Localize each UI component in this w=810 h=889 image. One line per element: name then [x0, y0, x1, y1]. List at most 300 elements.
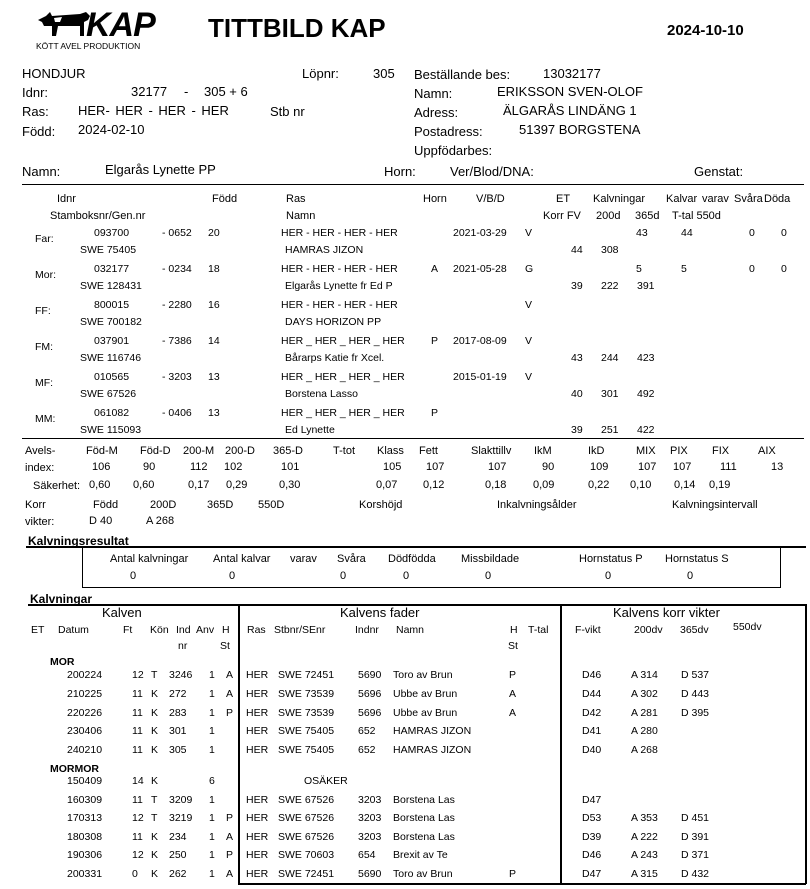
calving-date: 180308	[67, 830, 103, 843]
sire-stbnr: SWE 67526	[278, 812, 335, 825]
ped-namn: DAYS HORIZON PP	[285, 316, 382, 328]
sire-namn: Borstena Las	[393, 830, 455, 843]
sire-indnr: 3203	[358, 830, 382, 843]
index-sakerhet: 0,12	[423, 479, 445, 491]
calving-h: P	[226, 706, 234, 719]
korr-h-200d: 200D	[150, 499, 177, 511]
ped-svara: 0	[749, 263, 755, 275]
calving-ind: 3246	[169, 669, 193, 681]
sire-indnr: 5696	[358, 706, 382, 719]
sire-stbnr: SWE 73539	[278, 687, 335, 700]
korr-v-fodd: D 40	[89, 515, 113, 527]
calving-date: 200224	[67, 669, 103, 681]
sire-stbnr: SWE 73539	[278, 706, 335, 719]
calving-date: 150409	[67, 775, 103, 787]
calf-fvikt: D53	[582, 812, 602, 825]
calf-fvikt: D46	[582, 669, 602, 681]
ped-idnr: 010565	[94, 371, 130, 383]
sakerhet-label: Säkerhet:	[33, 480, 81, 492]
calving-kon: T	[151, 669, 158, 681]
result-value: 0	[340, 570, 347, 582]
col-indnr: Indnr	[355, 624, 379, 636]
calving-ind: 3209	[169, 793, 193, 806]
calf-200dv: A 222	[631, 830, 658, 843]
calving-ind: 250	[169, 849, 187, 862]
divider	[22, 438, 804, 439]
idnr-label: Idnr:	[22, 85, 49, 100]
fodd-label: Född:	[22, 124, 56, 139]
animal-name-value: Elgarås Lynette PP	[105, 162, 216, 177]
ped-ras: HER - HER - HER - HER	[281, 263, 398, 275]
ped-horn: A	[431, 263, 439, 275]
ped-h-namn: Namn	[286, 210, 316, 222]
ped-korrfv: 39	[571, 424, 583, 436]
col-anv: Anv	[196, 624, 215, 636]
index-value: 107	[673, 461, 692, 473]
index-sakerhet: 0,14	[674, 479, 696, 491]
calving-h: P	[226, 849, 234, 862]
index-header: 365-D	[273, 445, 303, 457]
ped-ras: HER _ HER _ HER _ HER	[281, 335, 405, 347]
idnr-dash: -	[184, 84, 189, 99]
col-ttal: T-tal	[528, 624, 549, 636]
index-sakerhet: 0,60	[133, 479, 155, 491]
korr-h-fodd: Född	[93, 499, 119, 511]
ped-stambok: SWE 75405	[80, 244, 137, 256]
index-header: 200-D	[225, 445, 255, 457]
calf-200dv: A 243	[631, 849, 658, 862]
sire-ras: HER	[246, 830, 269, 843]
ras-label: Ras:	[22, 104, 49, 119]
calving-h: P	[226, 812, 234, 825]
result-header: Antal kalvningar	[110, 553, 189, 565]
calving-ind: 3219	[169, 812, 193, 825]
sire-stbnr: SWE 72451	[278, 669, 335, 681]
ped-horn: P	[431, 335, 439, 347]
calving-anv: 1	[209, 830, 215, 843]
col-stbnr: Stbnr/SEnr	[274, 624, 326, 636]
ped-200d: 222	[601, 280, 619, 292]
sire-indnr: 652	[358, 744, 376, 757]
ped-ras: HER - HER - HER - HER	[281, 299, 398, 311]
index-header: PIX	[670, 445, 688, 457]
stbnr-label: Stb nr	[270, 104, 305, 119]
kalvningsresultat-title: Kalvningsresultat	[28, 534, 129, 548]
index-value: 13	[771, 461, 784, 473]
ped-namn: HAMRAS JIZON	[285, 244, 364, 256]
ped-fodd: 20	[208, 227, 220, 239]
result-value: 0	[485, 570, 492, 582]
calving-ind: 272	[169, 687, 187, 700]
result-value: 0	[130, 570, 137, 582]
result-value: 0	[229, 570, 236, 582]
korr-h-550d: 550D	[258, 499, 285, 511]
group-mormor: MORMOR	[50, 763, 99, 775]
ped-korrfv: 40	[571, 388, 583, 400]
calf-fvikt: D41	[582, 725, 602, 738]
result-value: 0	[403, 570, 410, 582]
ped-namn: Elgarås Lynette fr Ed P	[285, 280, 393, 292]
calving-anv: 1	[209, 812, 215, 825]
calf-fvikt: D42	[582, 706, 602, 719]
ped-h-doda: Döda	[764, 193, 791, 205]
calving-kon: T	[151, 793, 158, 806]
sire-namn: Toro av Brun	[393, 669, 453, 681]
ped-row-label: Far:	[35, 233, 54, 245]
ped-h-vbd: V/B/D	[476, 193, 505, 205]
col-fader-st: St	[508, 640, 518, 652]
fodd-value: 2024-02-10	[78, 122, 145, 137]
sire-indnr: 652	[358, 725, 376, 738]
ped-kalvar: 5	[681, 263, 687, 275]
calf-200dv: A 315	[631, 868, 658, 880]
ped-namn: Ed Lynette	[285, 424, 335, 436]
calving-ind: 305	[169, 744, 187, 757]
divider	[22, 184, 804, 185]
korr-h-kalvint: Kalvningsintervall	[672, 499, 758, 511]
calving-date: 240210	[67, 744, 103, 757]
sire-namn: HAMRAS JIZON	[393, 744, 472, 757]
ped-svara: 0	[749, 227, 755, 239]
ped-idnr: 037901	[94, 335, 130, 347]
logo	[36, 6, 155, 54]
index-value: 111	[720, 461, 737, 473]
calving-ft: 11	[132, 725, 143, 738]
calf-fvikt: D44	[582, 687, 602, 700]
sire-namn: Borstena Las	[393, 812, 455, 825]
col-st: St	[220, 640, 230, 652]
sire-stbnr: SWE 72451	[278, 868, 335, 880]
index-header: FIX	[712, 445, 730, 457]
sire-h: A	[509, 687, 517, 700]
genstat-label: Genstat:	[694, 164, 744, 179]
index-header: T-tot	[333, 445, 356, 457]
page-title: TITTBILD KAP	[208, 13, 386, 43]
korr-v-200: A 268	[146, 515, 175, 527]
calving-anv: 1	[209, 687, 215, 700]
ped-h-fodd: Född	[212, 193, 238, 205]
sire-stbnr: SWE 67526	[278, 830, 335, 843]
index-header: Föd-M	[86, 445, 118, 457]
ped-ras: HER - HER - HER - HER	[281, 227, 398, 239]
calving-ft: 12	[132, 849, 144, 862]
sire-stbnr: SWE 67526	[278, 793, 335, 806]
calving-anv: 1	[209, 793, 215, 806]
sire-ras: HER	[246, 744, 269, 757]
section-divider	[805, 604, 807, 884]
calving-ft: 11	[132, 744, 143, 757]
ped-vbd-date: 2021-05-28	[453, 263, 507, 275]
ped-h-varav: varav	[702, 193, 729, 205]
calf-365dv: D 391	[681, 830, 710, 843]
ped-ras: HER _ HER _ HER _ HER	[281, 371, 405, 383]
col-fvikt: F-vikt	[575, 624, 601, 636]
ped-365d: 423	[637, 352, 655, 364]
index-sakerhet: 0,19	[709, 479, 731, 491]
col-kon: Kön	[150, 624, 169, 636]
calving-ft: 12	[132, 669, 144, 681]
ped-kalvar: 44	[681, 227, 693, 239]
calving-ft: 0	[132, 868, 138, 880]
ped-fodd: 13	[208, 407, 220, 419]
sire-indnr: 5696	[358, 687, 382, 700]
ped-fodd: 13	[208, 371, 220, 383]
ped-vbd-code: V	[525, 335, 533, 347]
calving-ft: 11	[132, 830, 143, 843]
calving-kon: K	[151, 775, 159, 787]
calving-date: 220226	[67, 706, 103, 719]
calving-ind: 262	[169, 868, 187, 880]
index-sakerhet: 0,07	[376, 479, 398, 491]
calf-fvikt: D47	[582, 793, 602, 806]
index-sakerhet: 0,29	[226, 479, 248, 491]
index-value: 101	[281, 461, 300, 473]
ped-idnr: 061082	[94, 407, 130, 419]
sire-namn: Borstena Las	[393, 793, 455, 806]
korr-h-365d: 365D	[207, 499, 234, 511]
sire-ras: HER	[246, 812, 269, 825]
ped-idnr-suffix: - 0652	[162, 227, 192, 239]
ped-fodd: 14	[208, 335, 220, 347]
col-550dv: 550dv	[733, 621, 762, 633]
calving-ft: 14	[132, 775, 144, 787]
sire-namn: Ubbe av Brun	[393, 687, 458, 700]
index-header: MIX	[636, 445, 656, 457]
calf-fvikt: D40	[582, 744, 602, 757]
result-header: Hornstatus P	[579, 553, 643, 565]
col-datum: Datum	[58, 624, 89, 636]
ped-korrfv: 39	[571, 280, 583, 292]
report-date: 2024-10-10	[667, 22, 744, 39]
calving-ind: 234	[169, 830, 187, 843]
ped-h-365d: 365d	[635, 210, 660, 222]
section-rule	[560, 883, 806, 885]
calving-ft: 12	[132, 812, 144, 825]
calving-ind: 301	[169, 725, 187, 738]
calving-anv: 1	[209, 849, 215, 862]
ped-h-et: ET	[556, 193, 571, 205]
ped-stambok: SWE 700182	[80, 316, 142, 328]
ped-row-label: FM:	[35, 341, 54, 353]
index-value: 107	[488, 461, 507, 473]
result-header: Hornstatus S	[665, 553, 729, 565]
calf-200dv: A 353	[631, 812, 658, 825]
ped-ras: HER _ HER _ HER _ HER	[281, 407, 405, 419]
index-header: Föd-D	[140, 445, 171, 457]
sec-vikter: Kalvens korr vikter	[613, 605, 720, 620]
sire-namn: HAMRAS JIZON	[393, 725, 472, 738]
calving-kon: K	[151, 830, 159, 843]
calving-ft: 11	[132, 706, 143, 719]
index-value: 107	[426, 461, 445, 473]
sec-kalven: Kalven	[102, 605, 142, 620]
ped-idnr-suffix: - 7386	[162, 335, 192, 347]
calf-200dv: A 302	[631, 687, 658, 700]
avels-label: Avels-	[25, 445, 56, 457]
verblod-label: Ver/Blod/DNA:	[450, 164, 534, 179]
col-h: H	[222, 624, 230, 636]
calving-kon: K	[151, 687, 159, 700]
calving-h: A	[226, 830, 234, 843]
section-divider	[238, 604, 240, 884]
col-ras: Ras	[247, 624, 266, 636]
ped-h-horn: Horn	[423, 193, 447, 205]
index-value: 102	[224, 461, 243, 473]
ped-stambok: SWE 115093	[80, 424, 142, 436]
ped-h-kalvningar: Kalvningar	[593, 193, 645, 205]
calving-anv: 1	[209, 706, 215, 719]
col-ind-nr: nr	[178, 640, 188, 652]
ped-h-kalvar: Kalvar	[666, 193, 698, 205]
ped-stambok: SWE 116746	[80, 352, 142, 364]
sire-h: P	[509, 868, 517, 880]
sire-ras: HER	[246, 687, 269, 700]
section-divider	[560, 604, 562, 884]
calf-365dv: D 451	[681, 812, 710, 825]
index-header: IkM	[534, 445, 552, 457]
korr-h-inkalv: Inkalvningsålder	[497, 499, 577, 511]
sire-indnr: 5690	[358, 868, 382, 880]
ped-namn: Bårarps Katie fr Xcel.	[285, 352, 385, 364]
sec-fader: Kalvens fader	[340, 605, 420, 620]
sire-ras: HER	[246, 868, 269, 880]
ped-vbd-date: 2021-03-29	[453, 227, 507, 239]
ped-vbd-code: V	[525, 227, 533, 239]
ped-row-label: Mor:	[35, 269, 56, 281]
ped-kalvningar: 5	[636, 263, 642, 275]
cow-logo-icon	[36, 10, 92, 40]
result-value: 0	[605, 570, 612, 582]
col-fader-h: H	[510, 624, 518, 636]
sire-indnr: 3203	[358, 812, 382, 825]
index-header: 200-M	[183, 445, 215, 457]
ped-kalvningar: 43	[636, 227, 648, 239]
calving-ind: 283	[169, 706, 187, 719]
calving-ft: 11	[132, 793, 143, 806]
sire-ras: HER	[246, 669, 269, 681]
col-ind: Ind	[176, 624, 191, 636]
sire-stbnr: SWE 70603	[278, 849, 335, 862]
ped-365d: 492	[637, 388, 655, 400]
ped-365d: 422	[637, 424, 655, 436]
calving-anv: 1	[209, 868, 215, 880]
col-200dv: 200dv	[634, 624, 663, 636]
calving-anv: 1	[209, 744, 215, 757]
calf-fvikt: D47	[582, 868, 602, 880]
calving-ft: 11	[132, 687, 143, 700]
index-header: Slakttillv	[471, 445, 512, 457]
ped-idnr-suffix: - 0234	[162, 263, 192, 275]
animal-name-label: Namn:	[22, 164, 61, 179]
calf-365dv: D 432	[681, 868, 710, 880]
ped-fodd: 16	[208, 299, 220, 311]
ped-200d: 244	[601, 352, 619, 364]
index-sakerhet: 0,60	[89, 479, 111, 491]
ped-h-ras: Ras	[286, 193, 306, 205]
postadress-value: 51397 BORGSTENA	[519, 122, 641, 137]
ped-vbd-code: G	[525, 263, 534, 275]
calving-kon: K	[151, 725, 159, 738]
ped-fodd: 18	[208, 263, 220, 275]
ped-200d: 301	[601, 388, 619, 400]
calving-kon: K	[151, 849, 159, 862]
index-sakerhet: 0,22	[588, 479, 610, 491]
result-header: Svåra	[337, 553, 366, 565]
bes-label: Beställande bes:	[414, 67, 511, 82]
index-label: index:	[25, 462, 55, 474]
kalvningar-title: Kalvningar	[30, 592, 93, 606]
ped-horn: P	[431, 407, 439, 419]
index-sakerhet: 0,10	[630, 479, 652, 491]
calf-fvikt: D46	[582, 849, 602, 862]
owner-name-label: Namn:	[414, 86, 453, 101]
ped-row-label: MM:	[35, 413, 56, 425]
owner-name-value: ERIKSSON SVEN-OLOF	[497, 84, 643, 99]
index-sakerhet: 0,30	[279, 479, 301, 491]
calving-date: 200331	[67, 868, 103, 880]
ped-vbd-code: V	[525, 299, 533, 311]
ped-200d: 308	[601, 244, 619, 256]
ped-stambok: SWE 128431	[80, 280, 142, 292]
ped-stambok: SWE 67526	[80, 388, 137, 400]
ped-vbd-code: V	[525, 371, 533, 383]
calving-date: 160309	[67, 793, 103, 806]
index-value: 105	[383, 461, 402, 473]
calving-h: A	[226, 868, 234, 880]
calving-date: 190306	[67, 849, 103, 862]
ped-vbd-date: 2015-01-19	[453, 371, 507, 383]
lopnr-value: 305	[373, 66, 395, 81]
calving-date: 170313	[67, 812, 103, 825]
ped-doda: 0	[781, 227, 787, 239]
calving-date: 230406	[67, 725, 103, 738]
idnr-value-b: 305 + 6	[204, 84, 248, 99]
index-sakerhet: 0,18	[485, 479, 507, 491]
ped-idnr-suffix: - 3203	[162, 371, 192, 383]
result-header: Dödfödda	[388, 553, 436, 565]
calving-kon: T	[151, 812, 158, 825]
sire-namn: Toro av Brun	[393, 868, 453, 880]
sire-stbnr: OSÄKER	[304, 775, 348, 787]
ped-idnr-suffix: - 0406	[162, 407, 192, 419]
sire-namn: Brexit av Te	[393, 849, 448, 862]
calving-kon: K	[151, 706, 159, 719]
sire-h: A	[509, 706, 517, 719]
ped-vbd-date: 2017-08-09	[453, 335, 507, 347]
calf-200dv: A 314	[631, 669, 658, 681]
index-value: 109	[590, 461, 609, 473]
result-value: 0	[687, 570, 694, 582]
section-rule	[238, 883, 562, 885]
ped-row-label: FF:	[35, 305, 51, 317]
calving-kon: K	[151, 744, 159, 757]
calving-h: A	[226, 669, 234, 681]
calving-date: 210225	[67, 687, 103, 700]
sire-indnr: 654	[358, 849, 376, 862]
index-header: IkD	[588, 445, 605, 457]
calving-anv: 6	[209, 775, 215, 787]
sire-indnr: 3203	[358, 793, 382, 806]
ped-row-label: MF:	[35, 377, 54, 389]
index-header: Klass	[377, 445, 404, 457]
sire-stbnr: SWE 75405	[278, 725, 335, 738]
result-header: Missbildade	[461, 553, 520, 565]
calf-365dv: D 371	[681, 849, 710, 862]
sire-namn: Ubbe av Brun	[393, 706, 458, 719]
calf-200dv: A 281	[631, 706, 658, 719]
uppfodare-label: Uppfödarbes:	[414, 143, 493, 158]
sire-ras: HER	[246, 725, 269, 738]
